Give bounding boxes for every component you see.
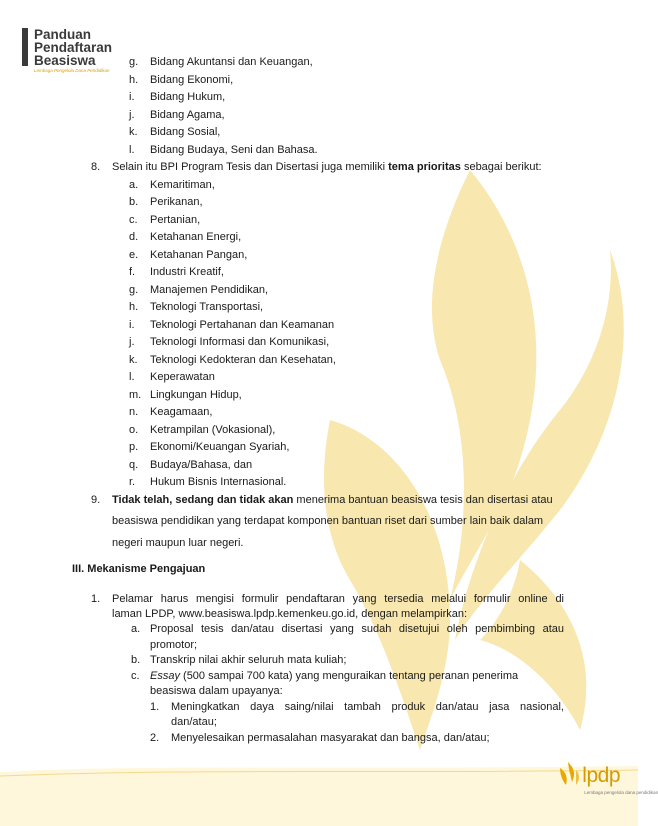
list-marker: b. [129,196,139,208]
s3-num-2-marker: 2. [150,732,160,744]
logo-line-2: Pendaftaran [34,40,113,55]
item-9-text: menerima bantuan beasiswa tesis dan disertasi atau [293,494,553,506]
lpdp-wordmark: lpdp [582,764,620,787]
list-marker: k. [129,354,138,366]
logo-line-1: Panduan [34,27,92,42]
item-9-line-2: beasiswa pendidikan yang terdapat komponen bantuan riset dari sumber lain baik dalam [112,515,544,527]
list-item: Keperawatan [150,371,215,383]
s3-sub-a-line-2: promotor; [150,639,198,651]
list-marker: h. [129,301,139,313]
lpdp-flame-icon [554,762,582,786]
section-heading: III. Mekanisme Pengajuan [72,563,206,575]
list-item: Bidang Agama, [150,109,225,121]
list-item: Ketrampilan (Vokasional), [150,424,276,436]
item-8-bold: tema prioritas [388,161,461,173]
list-marker: r. [129,476,136,488]
list-marker: c. [129,214,138,226]
list-item: Industri Kreatif, [150,266,224,278]
list-marker: j. [129,109,135,121]
item-8-marker: 8. [91,161,101,173]
list-marker: e. [129,249,139,261]
s3-sub-c-text: (500 sampai 700 kata) yang menguraikan tentang peranan penerima [179,670,519,682]
list-item: Lingkungan Hidup, [150,389,242,401]
list-marker: m. [129,389,142,401]
s3-sub-c-line-2: beasiswa dalam upayanya: [150,685,283,697]
s3-num-1-marker: 1. [150,701,160,713]
s3-sub-b-line-1: Transkrip nilai akhir seluruh mata kuliah; [150,654,347,666]
item-9-line-3: negeri maupun luar negeri. [112,537,244,549]
logo-tagline: Lembaga Pengelola Dana Pendidikan [34,68,110,73]
list-item: Pertanian, [150,214,201,226]
s3-num-1-line-2: dan/atau; [171,716,217,728]
s3-item-1-line-1: Pelamar harus mengisi formulir pendaftaran yang tersedia melalui formulir online di [112,593,564,605]
list-item: Teknologi Transportasi, [150,301,264,313]
lpdp-tagline: Lembaga pengelola dana pendidikan [584,790,658,795]
list-item: Perikanan, [150,196,203,208]
item-8-post: sebagai berikut: [460,161,542,173]
list-item: Bidang Hukum, [150,91,226,103]
list-marker: q. [129,459,139,471]
list-marker: n. [129,406,139,418]
list-marker: o. [129,424,139,436]
list-item: Bidang Sosial, [150,126,221,138]
s3-item-1-marker: 1. [91,593,101,605]
list-item: Ketahanan Energi, [150,231,242,243]
list-item: Manajemen Pendidikan, [150,284,269,296]
item-9-bold: Tidak telah, sedang dan tidak akan [112,494,294,506]
list-item: Bidang Ekonomi, [150,74,234,86]
list-marker: j. [129,336,135,348]
lpdp-logo [554,762,658,795]
list-item: Budaya/Bahasa, dan [150,459,253,471]
list-marker: g. [129,284,139,296]
list-item: Teknologi Kedokteran dan Kesehatan, [150,354,336,366]
list-marker: h. [129,74,139,86]
list-item: Kemaritiman, [150,179,215,191]
s3-sub-a-line-1: Proposal tesis dan/atau disertasi yang sudah disetujui oleh pembimbing atau [150,623,564,635]
s3-item-1-line-2: laman LPDP, www.beasiswa.lpdp.kemenkeu.go.id, dengan melampirkan: [112,608,468,620]
list-marker: g. [129,56,139,68]
item-9-marker: 9. [91,494,101,506]
list-marker: p. [129,441,139,453]
s3-sub-c-line-1 [150,669,518,683]
list-marker: d. [129,231,139,243]
item-8-text [112,160,542,174]
list-item: Teknologi Pertahanan dan Keamanan [150,319,335,331]
list-item: Keagamaan, [150,406,213,418]
list-item: Ketahanan Pangan, [150,249,248,261]
list-item: Hukum Bisnis Internasional. [150,476,287,488]
list-marker: f. [129,266,136,278]
list-item: Bidang Akuntansi dan Keuangan, [150,56,313,68]
item-9-line-1 [112,493,553,507]
list-marker: i. [129,91,135,103]
list-marker: k. [129,126,138,138]
s3-sub-a-marker: a. [131,623,141,635]
s3-num-2-line-1: Menyelesaikan permasalahan masyarakat dan bangsa, dan/atau; [171,732,490,744]
list-marker: l. [129,144,135,156]
item-8-pre: Selain itu BPI Program Tesis dan Disertasi juga memiliki [112,161,389,173]
s3-num-1-line-1: Meningkatkan daya saing/nilai tambah produk dan/atau jasa nasional, [171,701,564,713]
s3-sub-b-marker: b. [131,654,141,666]
list-marker: l. [129,371,135,383]
list-item: Teknologi Informasi dan Komunikasi, [150,336,330,348]
list-item: Ekonomi/Keuangan Syariah, [150,441,290,453]
essay-label: Essay [150,670,180,682]
list-marker: a. [129,179,139,191]
logo-line-3: Beasiswa [34,53,96,68]
list-marker: i. [129,319,135,331]
list-item: Bidang Budaya, Seni dan Bahasa. [150,144,318,156]
s3-sub-c-marker: c. [131,670,140,682]
